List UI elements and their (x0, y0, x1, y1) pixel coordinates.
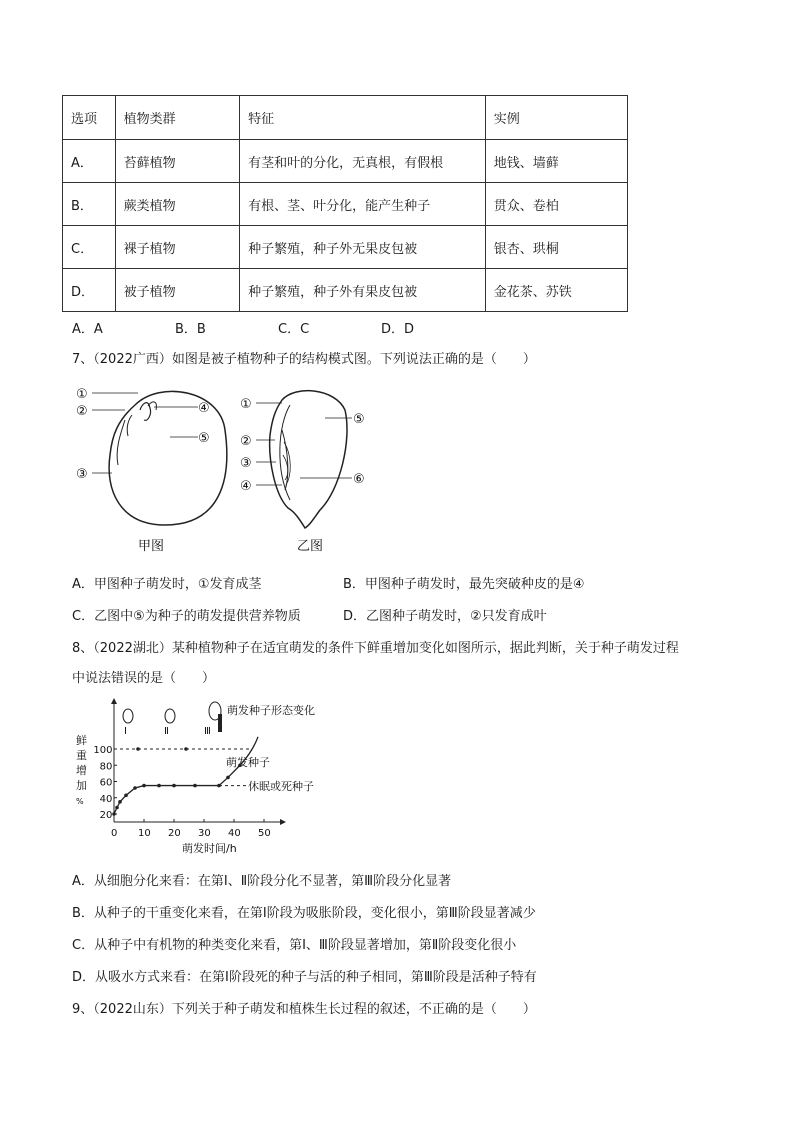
corn-seed-drawing (270, 391, 347, 528)
fig-b-label-2: ② (240, 434, 252, 449)
x-tick-label: 20 (168, 828, 181, 839)
seed-structure-figure (70, 380, 370, 555)
stage-2-seed-icon (165, 709, 175, 723)
x-tick-label: 40 (228, 828, 241, 839)
x-axis-arrow (280, 819, 286, 825)
series-point-germinating (124, 794, 128, 798)
fig-a-label-1: ① (76, 387, 88, 402)
fresh-weight-chart (70, 692, 350, 862)
series-label-germinating: 萌发种子 (226, 756, 270, 769)
q7-choice-d[interactable]: D．乙图种子萌发时，②只发育成叶 (343, 609, 547, 624)
series-point-germinating (133, 786, 137, 790)
fig-b-label-6: ⑥ (353, 472, 365, 487)
x-tick-label: 30 (198, 828, 211, 839)
table-cell: 有茎和叶的分化，无真根，有假根 (240, 140, 486, 183)
y-axis-label (76, 734, 87, 806)
stage-label-2: Ⅱ (164, 726, 169, 737)
series-point-germinating (118, 800, 122, 804)
table-row (63, 269, 628, 312)
q7-choice-b[interactable]: B．甲图种子萌发时，最先突破种皮的是④ (343, 577, 585, 592)
table-cell: 贯众、卷柏 (485, 183, 627, 226)
table-cell: 裸子植物 (115, 226, 239, 269)
q7-choice-c[interactable]: C．乙图中⑤为种子的萌发提供营养物质 (72, 609, 301, 624)
table-header-row (63, 96, 628, 140)
fig-a-caption: 甲图 (138, 539, 165, 554)
stage-1-seed-icon (123, 709, 133, 723)
series-point-germinating (112, 812, 116, 816)
table-cell: 金花茶、苏铁 (485, 269, 627, 312)
table-header-cell: 特征 (240, 96, 486, 140)
y-axis-arrow (111, 698, 117, 704)
table-cell: 蕨类植物 (115, 183, 239, 226)
series-point-germinating (172, 784, 176, 788)
y-tick-label: 80 (99, 761, 113, 773)
series-point-germinating (115, 806, 119, 810)
table-cell: B． (63, 183, 116, 226)
series-point-germinating (226, 776, 230, 780)
y-tick-label: 100 (93, 745, 113, 756)
fig-a-label-4: ④ (198, 401, 210, 416)
table-cell: 地钱、墙藓 (485, 140, 627, 183)
y-tick-label: 20 (99, 810, 113, 821)
chart-title: 萌发种子形态变化 (227, 704, 315, 717)
table-header-cell: 选项 (63, 96, 116, 140)
options-table (62, 95, 628, 312)
fig-a-label-5: ⑤ (198, 431, 210, 446)
table-cell: 种子繁殖，种子外有果皮包被 (240, 269, 486, 312)
table-cell: A． (63, 140, 116, 183)
stage-label-3: Ⅲ (204, 726, 211, 737)
table-header-cell: 植物类群 (115, 96, 239, 140)
table-cell: 苔藓植物 (115, 140, 239, 183)
x-tick-label: 0 (111, 828, 118, 839)
y-axis-label-char: 加 (76, 779, 87, 792)
fig-b-label-1: ① (240, 397, 252, 412)
table-row (63, 183, 628, 226)
q7-choice-a[interactable]: A．甲图种子萌发时，①发育成茎 (72, 577, 262, 592)
x-tick-label: 10 (138, 828, 151, 839)
fig-b-label-3: ③ (240, 456, 252, 471)
q6-choice-a[interactable]: A．A (72, 322, 103, 337)
table-row (63, 226, 628, 269)
q6-choice-c[interactable]: C．C (278, 322, 310, 337)
table-cell: D． (63, 269, 116, 312)
series-line-germinating (114, 765, 240, 814)
x-axis-label: 萌发时间/h (182, 842, 237, 855)
table-cell: 种子繁殖，种子外无果皮包被 (240, 226, 486, 269)
table-cell: 银杏、珙桐 (485, 226, 627, 269)
y-tick-label: 60 (99, 777, 113, 789)
y-axis-label-char: 重 (76, 749, 87, 762)
q8-choice-d[interactable]: D．从吸水方式来看：在第Ⅰ阶段死的种子与活的种子相同，第Ⅲ阶段是活种子特有 (72, 970, 537, 985)
q8-stem-line2: 中说法错误的是（ ） (72, 671, 216, 686)
stage-point (184, 747, 188, 751)
table-header-cell: 实例 (485, 96, 627, 140)
table-row (63, 140, 628, 183)
y-axis-label-char: % (76, 797, 84, 806)
x-tick-label: 50 (258, 828, 271, 839)
q6-choice-d[interactable]: D．D (381, 322, 415, 337)
y-axis-label-char: 鲜 (76, 734, 87, 747)
q8-choice-c[interactable]: C．从种子中有机物的种类变化来看，第Ⅰ、Ⅲ阶段显著增加，第Ⅱ阶段变化很小 (72, 938, 517, 953)
series-point-germinating (142, 784, 146, 788)
q8-choice-b[interactable]: B．从种子的干重变化来看，在第Ⅰ阶段为吸胀阶段，变化很小，第Ⅲ阶段显著减少 (72, 906, 536, 921)
q8-stem-line1: 8、（2022湖北）某种植物种子在适宜萌发的条件下鲜重增加变化如图所示，据此判断，关于种子萌发过程 (72, 641, 679, 656)
table-cell: C． (63, 226, 116, 269)
q8-choice-a[interactable]: A．从细胞分化来看：在第Ⅰ、Ⅱ阶段分化不显著，第Ⅲ阶段分化显著 (72, 874, 452, 889)
series-point-germinating (193, 784, 197, 788)
q7-stem: 7、（2022广西）如图是被子植物种子的结构模式图。下列说法正确的是（ ） (72, 352, 536, 367)
fig-a-label-2: ② (76, 404, 88, 419)
fig-b-caption: 乙图 (297, 539, 324, 554)
stage-label-1: Ⅰ (124, 726, 127, 737)
stage-point (136, 747, 140, 751)
y-axis-label-char: 增 (76, 764, 87, 777)
q9-stem: 9、（2022山东）下列关于种子萌发和植株生长过程的叙述，不正确的是（ ） (72, 1002, 536, 1017)
table-cell: 被子植物 (115, 269, 239, 312)
fig-b-label-5: ⑤ (353, 412, 365, 427)
table-cell: 有根、茎、叶分化，能产生种子 (240, 183, 486, 226)
fig-a-label-3: ③ (76, 467, 88, 482)
series-label-dormant: 休眠或死种子 (248, 780, 314, 793)
series-point-germinating (157, 784, 161, 788)
fig-b-label-4: ④ (240, 479, 252, 494)
q6-choice-b[interactable]: B．B (175, 322, 206, 337)
y-tick-label: 40 (99, 793, 113, 805)
